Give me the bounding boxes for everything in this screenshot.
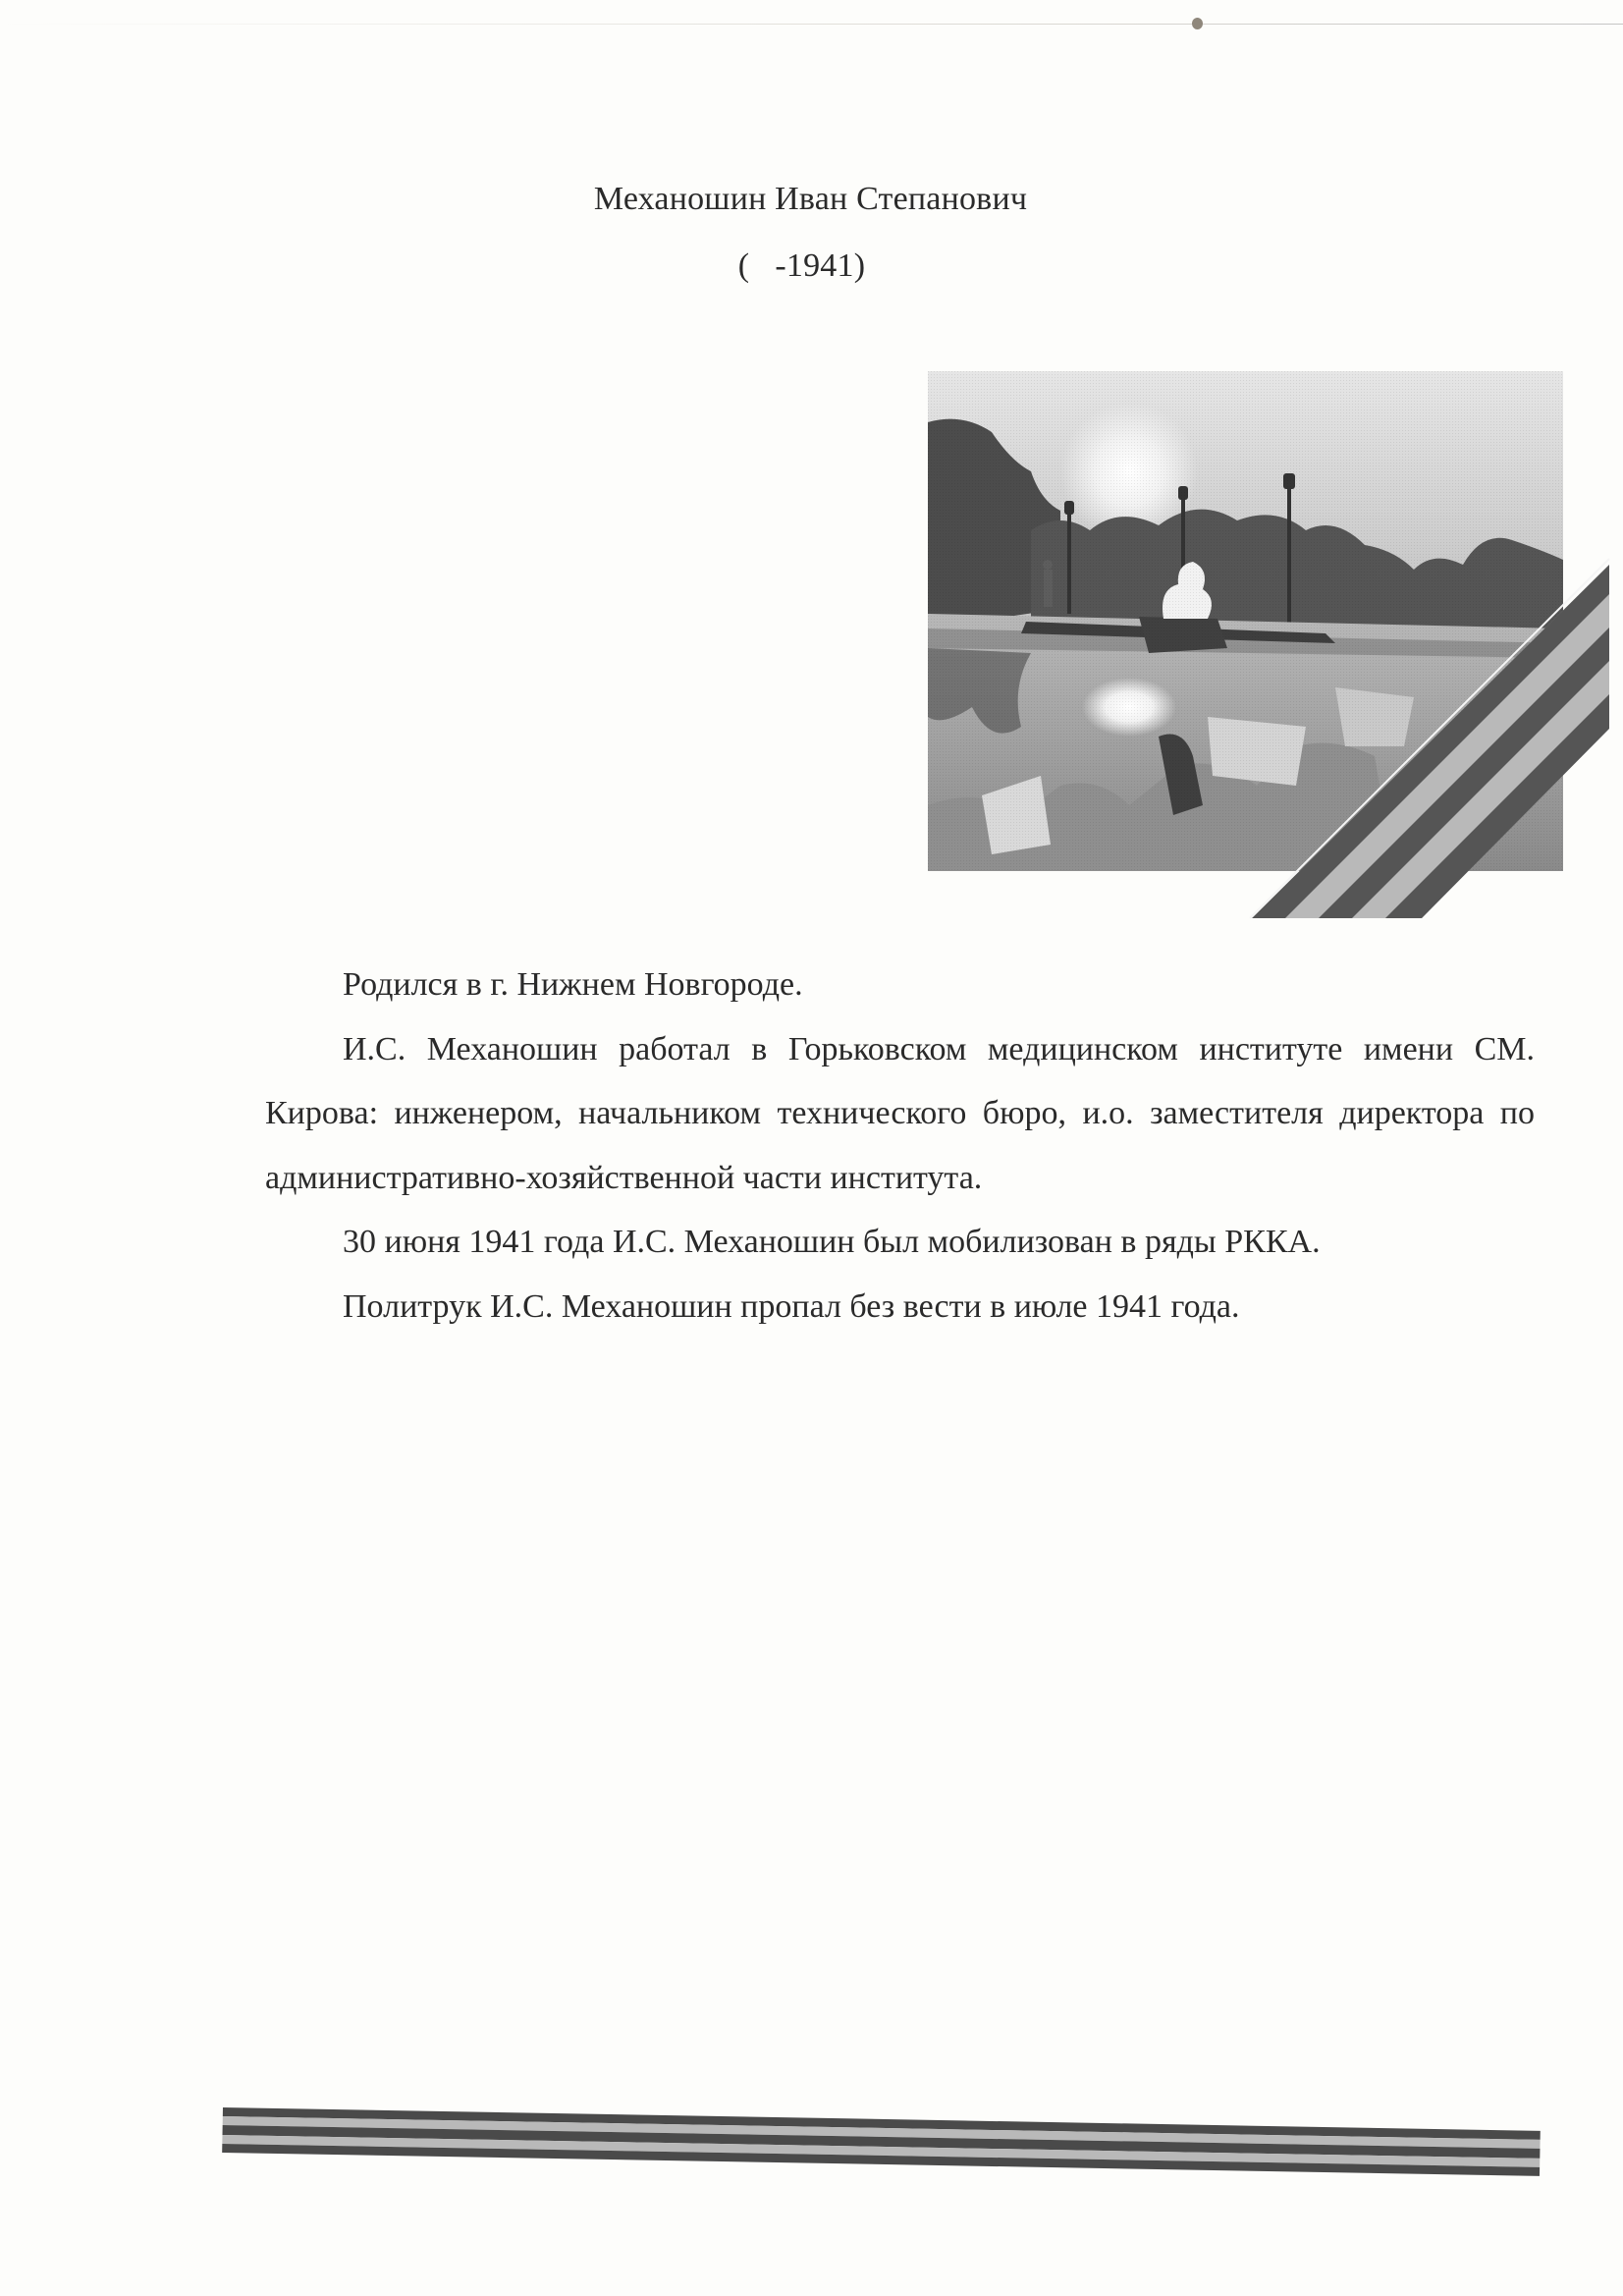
person-name: Механошин Иван Степанович (593, 181, 1028, 217)
page-title (0, 181, 1623, 285)
diagonal-ribbon (1250, 559, 1609, 918)
bio-paragraph-mobilized: 30 июня 1941 года И.С. Механошин был мобилизован в ряды РККА. (343, 1224, 1321, 1260)
bottom-ribbon (222, 2107, 1541, 2176)
scan-edge-line (0, 24, 1623, 25)
memorial-photo-block (0, 0, 1623, 943)
biography-text (265, 953, 1535, 1339)
memorial-photo (0, 0, 1623, 943)
bio-paragraph-work: И.С. Механошин работал в Горьковском медицинском институте имени СМ. Кирова: инженером, начальником технического бюро, и.о. заместителя директора по административно-хозяйственной части института. (265, 1030, 1535, 1196)
scan-speck (1192, 18, 1203, 29)
bio-paragraph-birth: Родился в г. Нижнем Новгороде. (343, 966, 803, 1003)
bio-paragraph-missing: Политрук И.С. Механошин пропал без вести в июле 1941 года. (343, 1287, 1240, 1325)
life-dates: ( -1941) (737, 247, 866, 284)
